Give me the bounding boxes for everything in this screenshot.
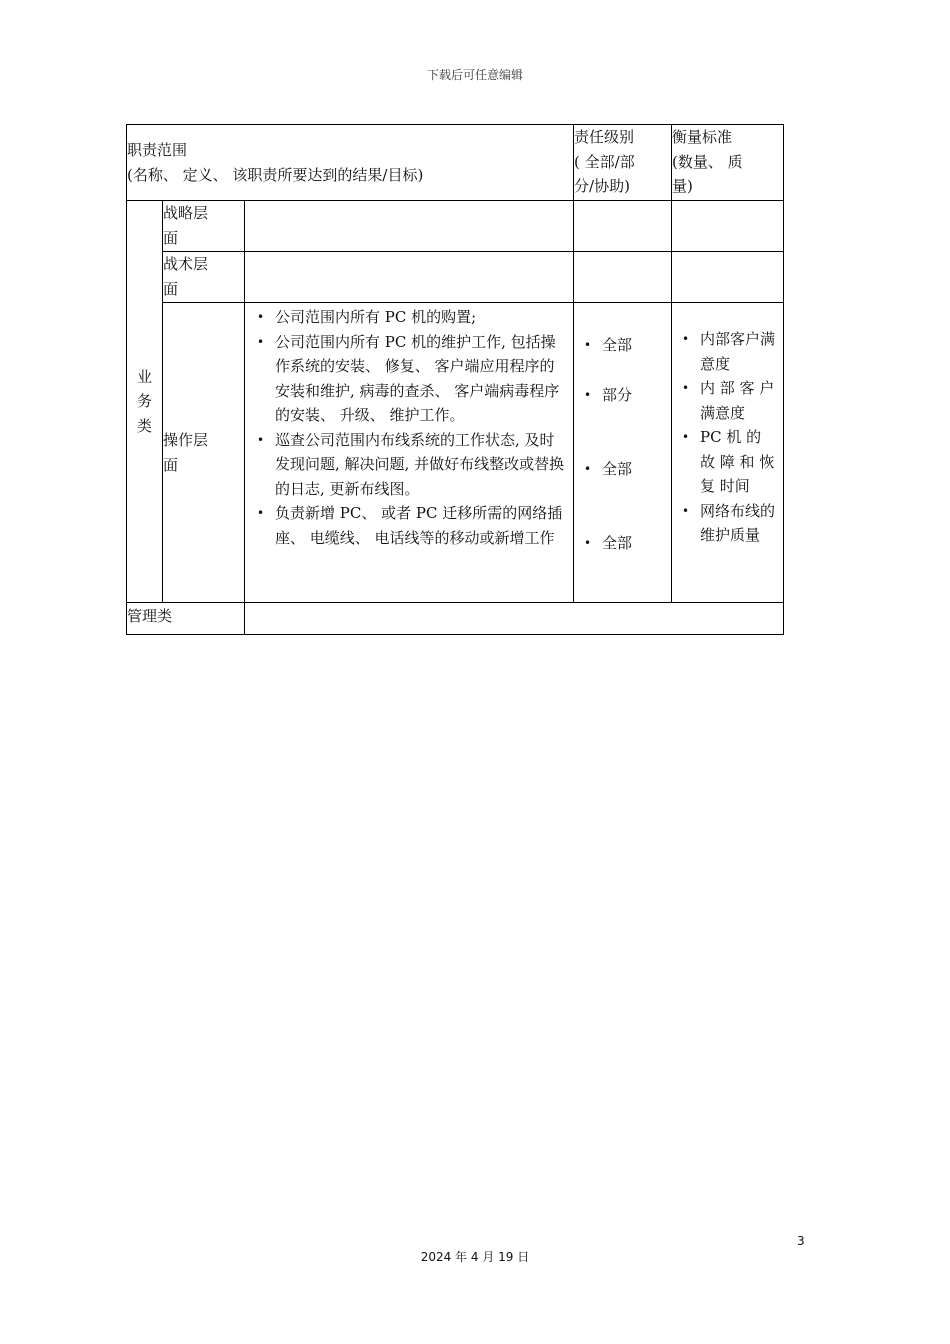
tactical-label-line1: 战术层	[163, 255, 209, 273]
scope-header-title: 职责范围	[127, 141, 188, 159]
level-item: • 部分	[602, 383, 671, 408]
strategic-label-line2: 面	[163, 228, 179, 247]
header-note: 下载后可任意编辑	[426, 68, 523, 82]
operational-label-line2: 面	[163, 455, 179, 474]
responsibility-table	[126, 124, 784, 635]
management-row	[127, 603, 784, 635]
management-content-cell	[245, 603, 784, 635]
strategic-duty-cell	[245, 201, 574, 252]
tactical-duty-cell	[245, 252, 574, 303]
measure-list	[672, 303, 783, 548]
level-header-cell	[574, 125, 672, 201]
tactical-label-cell	[163, 252, 245, 303]
duty-list	[245, 303, 573, 550]
measure-item: • 内 部 客 户 满意度	[700, 376, 775, 425]
tactical-label-line2: 面	[163, 279, 179, 298]
operational-duty-cell	[245, 303, 574, 603]
measure-header-line2: (数量、 质	[672, 152, 743, 171]
measure-item: • 内部客户满意度	[700, 327, 775, 376]
measure-item: • PC 机 的 故 障 和 恢 复 时间	[700, 425, 775, 499]
level-list	[574, 303, 671, 555]
management-category-cell: 管理类	[127, 603, 245, 635]
footer-date: 2024 年 4 月 19 日	[420, 1250, 530, 1264]
level-item: • 全部	[602, 531, 671, 556]
operational-label-cell	[163, 303, 245, 603]
level-item: • 全部	[602, 457, 671, 482]
business-category-label: 业 务 类	[136, 367, 152, 435]
level-header-line3: 分/协助)	[574, 177, 630, 195]
operational-row	[127, 303, 784, 603]
duty-item: • 巡查公司范围内布线系统的工作状态, 及时发现问题, 解决问题, 并做好布线整改或替换的日志, 更新布线图。	[275, 428, 565, 502]
measure-header-cell	[672, 125, 784, 201]
scope-header-subtitle: (名称、 定义、 该职责所要达到的结果/目标)	[127, 165, 424, 184]
measure-header-line1: 衡量标准	[672, 128, 733, 146]
page-number: 3	[797, 1234, 805, 1248]
level-item: • 全部	[602, 333, 671, 358]
tactical-row	[127, 252, 784, 303]
strategic-level-cell	[574, 201, 672, 252]
operational-measure-cell	[672, 303, 784, 603]
business-category-cell	[127, 201, 163, 603]
tactical-level-cell	[574, 252, 672, 303]
duty-item: • 负责新增 PC、 或者 PC 迁移所需的网络插座、 电缆线、 电话线等的移动或新增工作	[275, 501, 565, 550]
operational-label-line1: 操作层	[163, 431, 209, 449]
level-header-line1: 责任级别	[574, 128, 635, 146]
table-header-row	[127, 125, 784, 201]
duty-item: • 公司范围内所有 PC 机的购置;	[275, 305, 565, 330]
strategic-label-line1: 战略层	[163, 204, 209, 222]
tactical-measure-cell	[672, 252, 784, 303]
measure-header-line3: 量)	[672, 177, 693, 195]
strategic-row	[127, 201, 784, 252]
level-header-line2: ( 全部/部	[574, 152, 635, 171]
strategic-label-cell	[163, 201, 245, 252]
duty-item: • 公司范围内所有 PC 机的维护工作, 包括操作系统的安装、 修复、 客户端应用程序的安装和维护, 病毒的查杀、 客户端病毒程序的安装、 升级、 维护工作。	[275, 330, 565, 428]
measure-item: • 网络布线的维护质量	[700, 499, 775, 548]
scope-header-cell	[127, 125, 574, 201]
operational-level-cell	[574, 303, 672, 603]
strategic-measure-cell	[672, 201, 784, 252]
